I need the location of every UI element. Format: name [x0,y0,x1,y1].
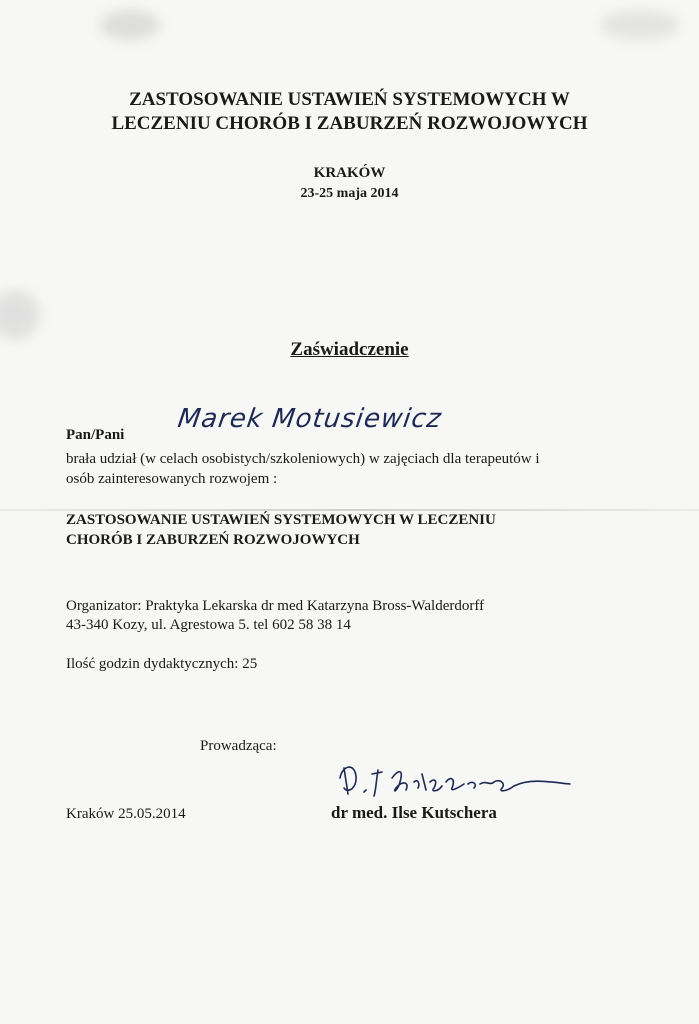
issue-place-date: Kraków 25.05.2014 [66,806,186,822]
course-title-line-2: CHORÓB I ZABURZEŃ ROZWOJOWYCH [66,532,360,548]
teaching-hours: Ilość godzin dydaktycznych: 25 [66,656,258,672]
event-dates: 23-25 maja 2014 [300,186,399,201]
certificate-heading [0,339,699,361]
paper-smudge [600,10,680,40]
presenter-label: Prowadząca: [200,738,277,754]
event-title [0,88,699,136]
participation-line-2: osób zainteresowanych rozwojem : [66,471,278,487]
event-city: KRAKÓW [313,165,386,181]
presenter-name: dr med. Ilse Kutschera [331,803,497,822]
organizer-line-2: 43-340 Kozy, ul. Agrestowa 5. tel 602 58 38 14 [66,617,351,633]
participant-name-handwritten: Marek Motusiewicz [175,404,444,434]
participation-line-1: brała udział (w celach osobistych/szkoleniowych) w zajęciach dla terapeutów i [66,451,540,467]
event-title-line-2: LECZENIU CHORÓB I ZABURZEŃ ROZWOJOWYCH [111,113,588,134]
course-title-line-1: ZASTOSOWANIE USTAWIEŃ SYSTEMOWYCH W LECZENIU [66,512,496,528]
certificate-heading-text: Zaświadczenie [290,339,409,360]
presenter-signature [330,748,580,808]
event-title-line-1: ZASTOSOWANIE USTAWIEŃ SYSTEMOWYCH W [129,89,570,110]
organizer-line-1: Organizator: Praktyka Lekarska dr med Katarzyna Bross-Walderdorff [66,598,485,614]
paper-smudge [100,10,160,40]
salutation-label: Pan/Pani [66,427,125,443]
paper-smudge [0,290,40,340]
